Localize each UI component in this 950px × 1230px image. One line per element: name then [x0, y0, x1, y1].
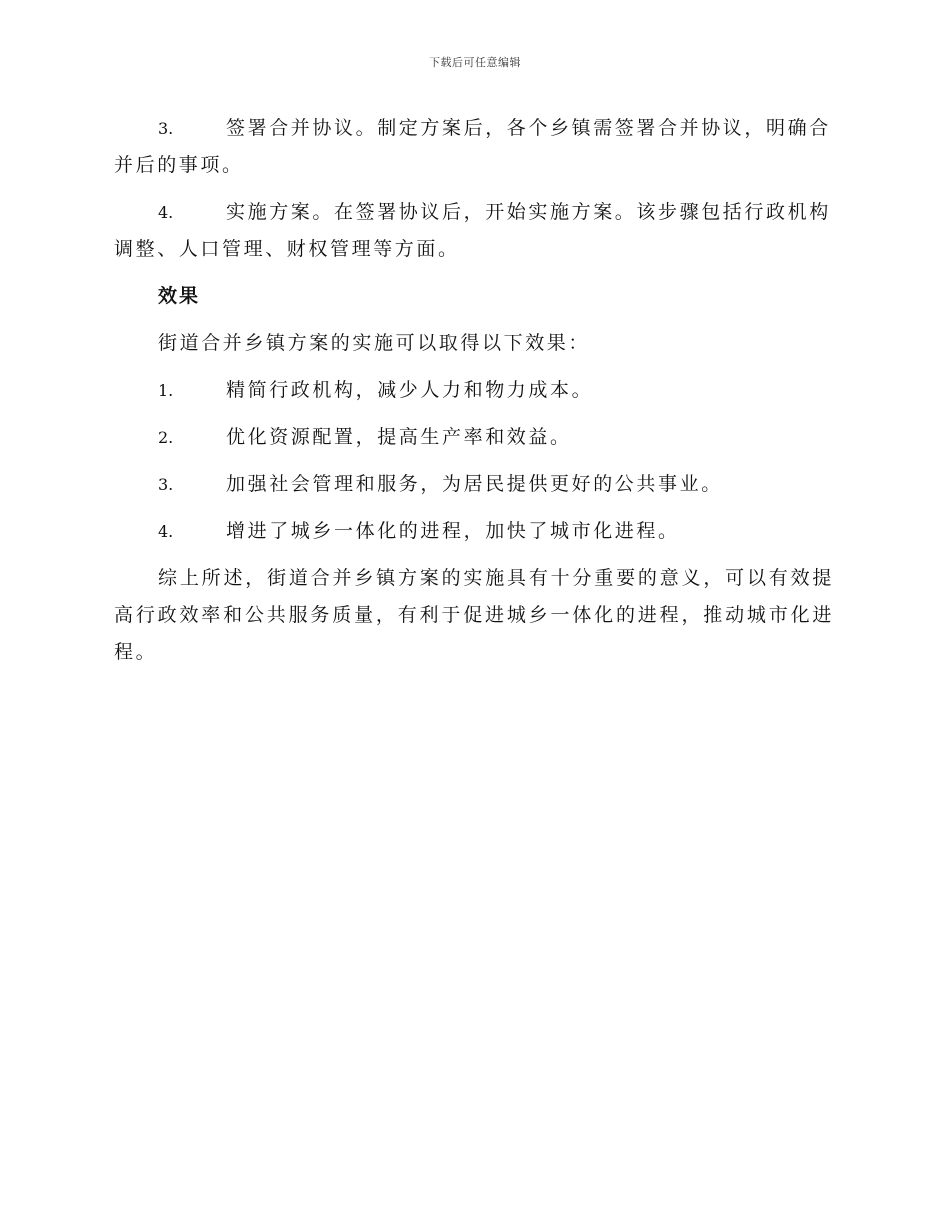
list-item	[114, 513, 834, 550]
list-item-text: 加强社会管理和服务，为居民提供更好的公共事业。	[226, 473, 723, 495]
list-item-number: 3.	[158, 475, 174, 494]
list-item	[114, 466, 834, 503]
list-item-text: 优化资源配置，提高生产率和效益。	[226, 426, 572, 448]
step-item-4	[114, 194, 834, 268]
list-item-number: 1.	[158, 381, 174, 400]
list-item-number: 4.	[158, 522, 174, 541]
page-header: 下载后可任意编辑	[429, 56, 521, 69]
section-heading-effects: 效果	[158, 285, 201, 307]
step-text-line1: 实施方案。在签署协议后，开始实施方案。该步骤包括行政机构	[226, 201, 831, 223]
conclusion-paragraph: 综上所述，街道合并乡镇方案的实施具有十分重要的意义，可以有效提高行政效率和公共服务质量，有利于促进城乡一体化的进程，推动城市化进程。	[114, 567, 834, 663]
effects-intro: 街道合并乡镇方案的实施可以取得以下效果：	[158, 332, 591, 354]
list-item	[114, 372, 834, 409]
step-item-3	[114, 110, 834, 184]
list-item-number: 2.	[158, 428, 174, 447]
step-number: 3.	[158, 119, 174, 138]
list-item	[114, 419, 834, 456]
step-text-line2: 调整、人口管理、财权管理等方面。	[114, 238, 460, 260]
list-item-text: 精简行政机构，减少人力和物力成本。	[226, 379, 594, 401]
document-body	[114, 110, 834, 681]
step-text-line2: 并后的事项。	[114, 154, 244, 176]
step-number: 4.	[158, 203, 174, 222]
list-item-text: 增进了城乡一体化的进程，加快了城市化进程。	[226, 520, 680, 542]
step-text-line1: 签署合并协议。制定方案后，各个乡镇需签署合并协议，明确合	[226, 117, 831, 139]
